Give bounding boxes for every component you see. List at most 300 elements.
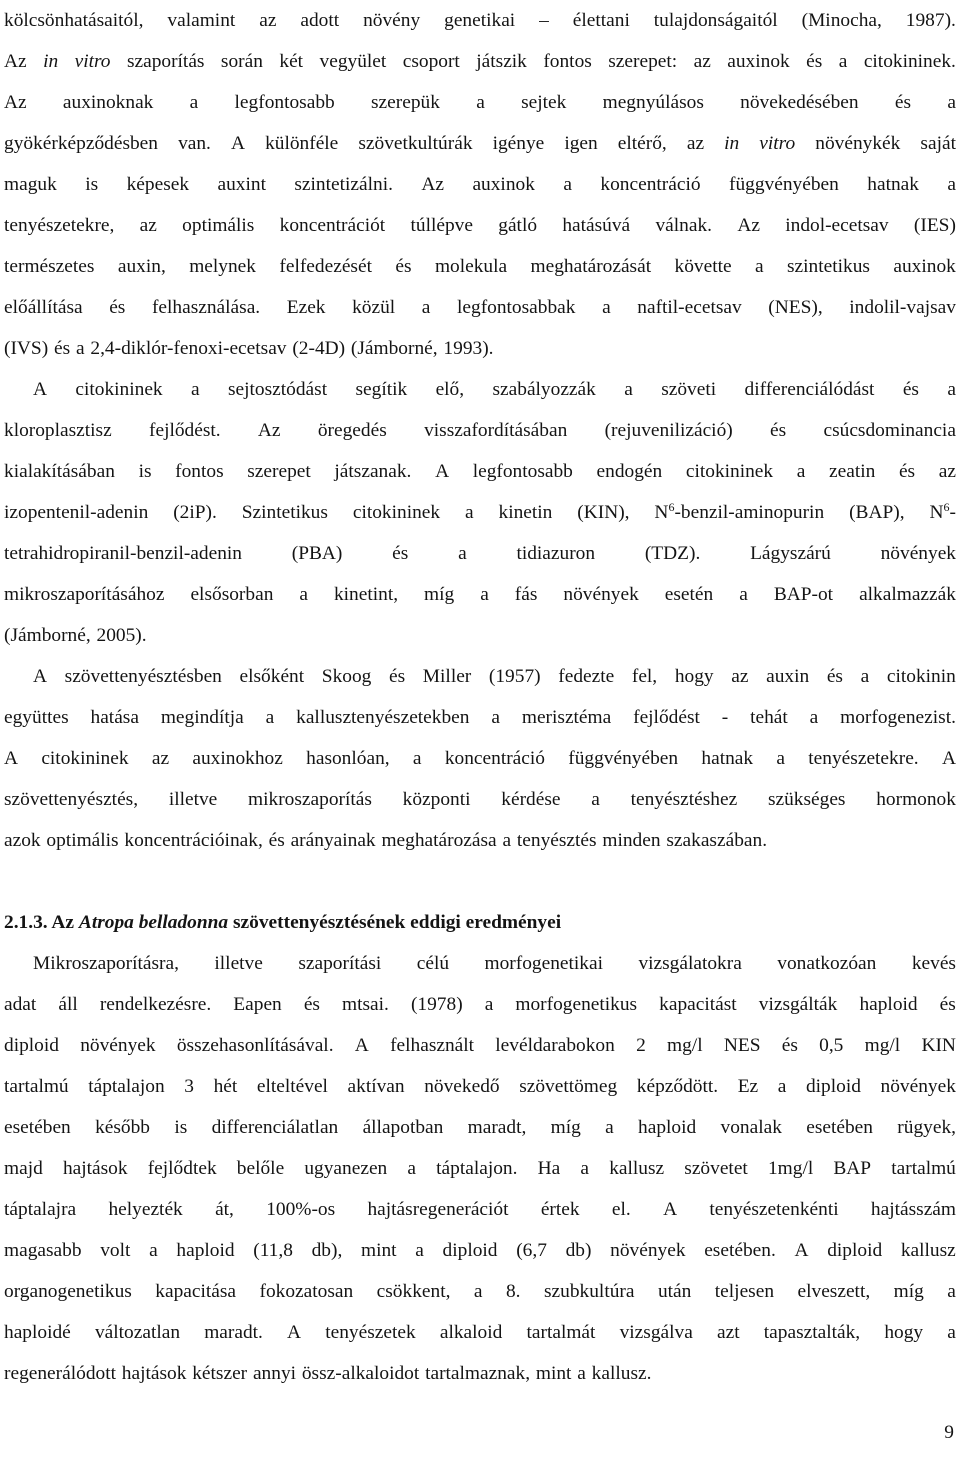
- text-line: [4, 246, 956, 287]
- word: A: [354, 1035, 369, 1056]
- word: fontos: [543, 51, 592, 72]
- word: Miller: [422, 666, 472, 687]
- word: áll: [58, 994, 78, 1015]
- word: optimális: [46, 830, 119, 851]
- word: a: [299, 584, 308, 605]
- word: (NES),: [768, 297, 823, 318]
- text-line: [4, 41, 956, 82]
- word: van.: [178, 133, 211, 154]
- word: Szintetikus: [241, 502, 328, 523]
- word: felfedezését: [279, 256, 372, 277]
- word: belőle: [236, 1158, 285, 1179]
- word: Az: [4, 92, 27, 113]
- word: arányainak: [290, 830, 376, 851]
- word: esetén: [664, 584, 714, 605]
- word: élettani: [572, 10, 630, 31]
- word: szubkultúra: [544, 1281, 635, 1302]
- word: szövettenyésztés,: [4, 789, 139, 810]
- word: felhasználása.: [151, 297, 261, 318]
- word: is: [85, 174, 99, 195]
- word: is: [138, 461, 152, 482]
- word: haploidé: [4, 1322, 71, 1343]
- word: a: [602, 297, 611, 318]
- word: táptalajra: [4, 1199, 77, 1220]
- word: a: [265, 707, 275, 728]
- word: diploid: [4, 1035, 59, 1056]
- word: haploid: [176, 1240, 235, 1261]
- word: és: [894, 92, 912, 113]
- text-line: [4, 943, 956, 984]
- word: hajtásszám: [870, 1199, 956, 1220]
- word: (Minocha,: [801, 10, 882, 31]
- word: a: [502, 830, 512, 851]
- word: KIN: [921, 1035, 956, 1056]
- text-line: [4, 1107, 956, 1148]
- word: játszanak.: [334, 461, 412, 482]
- word: (rejuvenilizáció): [604, 420, 733, 441]
- word: (1957): [488, 666, 541, 687]
- word: morfogenetikus: [515, 994, 638, 1015]
- word: a: [580, 1158, 590, 1179]
- word: felhasznált: [390, 1035, 475, 1056]
- word: (IES): [913, 215, 956, 236]
- word: indolil-vajsav: [849, 297, 956, 318]
- word: azok: [4, 830, 41, 851]
- word: Az: [421, 174, 444, 195]
- word: az: [259, 10, 277, 31]
- word: szintetikus: [787, 256, 870, 277]
- word: és: [53, 338, 71, 359]
- word: rendelkezésre.: [99, 994, 212, 1015]
- word: db),: [311, 1240, 343, 1261]
- word: megindítja: [160, 707, 244, 728]
- word: regenerálódott: [4, 1363, 116, 1384]
- word: hormonok: [876, 789, 956, 810]
- word: (BAP),: [849, 502, 905, 523]
- word: Eapen: [233, 994, 282, 1015]
- word: melynek: [189, 256, 256, 277]
- word: segítik: [355, 379, 408, 400]
- word: 2: [636, 1035, 646, 1056]
- word: elveszett,: [797, 1281, 871, 1302]
- word: míg: [424, 584, 455, 605]
- word: kérdése: [501, 789, 561, 810]
- word: morfogenetikai: [484, 953, 603, 974]
- word: Mikroszaporításra,: [33, 953, 179, 974]
- word: vizsgálták: [758, 994, 838, 1015]
- word: 3: [184, 1076, 194, 1097]
- word: Ha: [537, 1158, 561, 1179]
- word: vegyület: [319, 51, 387, 72]
- word: kétszer: [192, 1363, 248, 1384]
- word: és: [806, 51, 823, 72]
- word: diploid: [827, 1240, 883, 1261]
- word: a: [415, 1240, 424, 1261]
- word: gyökérképződésben: [4, 133, 158, 154]
- word: vitro: [74, 51, 111, 72]
- word: A: [33, 379, 48, 400]
- word: Skoog: [321, 666, 372, 687]
- word: két: [279, 51, 304, 72]
- text-line: [4, 164, 956, 205]
- word: hasonlóan,: [306, 748, 390, 769]
- word: citokininek: [75, 379, 163, 400]
- text-line: [4, 615, 956, 656]
- word: illetve: [168, 789, 218, 810]
- word: eltérő,: [617, 133, 667, 154]
- section-title-species: Atropa belladonna: [78, 912, 229, 933]
- word: Az: [737, 215, 760, 236]
- word: vizsgálatokra: [638, 953, 742, 974]
- word: az: [731, 666, 749, 687]
- text-line: [4, 820, 956, 861]
- word: növekedésében: [740, 92, 859, 113]
- word: a: [149, 1240, 158, 1261]
- text-line: [4, 1025, 956, 1066]
- word: morfogenezist.: [840, 707, 956, 728]
- word: növény: [363, 10, 421, 31]
- word: (11,8: [253, 1240, 293, 1261]
- word: meghatározását: [530, 256, 652, 277]
- word: szövettömeg: [519, 1076, 618, 1097]
- text-line: [4, 779, 956, 820]
- text-line: [4, 205, 956, 246]
- word: kallusz.: [591, 1363, 652, 1384]
- word: tehát: [750, 707, 788, 728]
- word: tenyésztés: [516, 830, 597, 851]
- word: kevés: [911, 953, 956, 974]
- word: A: [230, 133, 245, 154]
- word: el.: [611, 1199, 631, 1220]
- word: hajtások: [62, 1158, 128, 1179]
- word: és: [395, 256, 412, 277]
- word: a: [421, 297, 431, 318]
- word: a: [838, 51, 848, 72]
- word: citokininek: [352, 502, 441, 523]
- text-line: [4, 123, 956, 164]
- word: organogenetikus: [4, 1281, 132, 1302]
- text-line: [4, 1353, 956, 1394]
- word: szükséges: [767, 789, 846, 810]
- word: auxin: [766, 666, 810, 687]
- word: előállítása: [4, 297, 83, 318]
- word: a: [947, 174, 956, 195]
- word: fás: [514, 584, 538, 605]
- word: növények: [880, 1076, 956, 1097]
- word: tenyészetek: [325, 1322, 416, 1343]
- word: koncentrációt: [279, 215, 386, 236]
- word: a: [755, 256, 764, 277]
- word: esetében: [4, 1117, 71, 1138]
- word: szerepet:: [608, 51, 678, 72]
- text-line: [4, 0, 956, 41]
- word: szintetizálni.: [294, 174, 393, 195]
- word: mikroszaporításához: [4, 584, 165, 605]
- word: táptalajon.: [436, 1158, 518, 1179]
- word: (PBA): [291, 543, 343, 564]
- word: fejlődést.: [149, 420, 221, 441]
- word: indol-ecetsav: [785, 215, 889, 236]
- word: fontos: [175, 461, 224, 482]
- text-line: [4, 287, 956, 328]
- word: a: [458, 543, 467, 564]
- word: válnak.: [655, 215, 713, 236]
- word: során: [220, 51, 263, 72]
- word: célú: [416, 953, 450, 974]
- word: fokozatosan: [259, 1281, 354, 1302]
- word: kapacitása: [155, 1281, 237, 1302]
- word: a: [563, 174, 572, 195]
- text-line: [4, 451, 956, 492]
- word: növények: [610, 1240, 686, 1261]
- word: hatásúvá: [562, 215, 631, 236]
- word: hét: [213, 1076, 238, 1097]
- word: függvényében: [568, 748, 679, 769]
- word: a: [809, 707, 819, 728]
- word: minden: [602, 830, 661, 851]
- word: molekula: [434, 256, 508, 277]
- word: auxin,: [117, 256, 166, 277]
- word: maguk: [4, 174, 57, 195]
- word: auxinok: [472, 174, 535, 195]
- word: (6,7: [516, 1240, 547, 1261]
- text-line: [4, 1312, 956, 1353]
- word: illetve: [214, 953, 263, 974]
- word: A: [33, 666, 48, 687]
- word: szabályozzák: [492, 379, 596, 400]
- word: is: [174, 1117, 188, 1138]
- word: tartalmaznak,: [425, 1363, 531, 1384]
- word: teljesen: [714, 1281, 775, 1302]
- word: a: [465, 502, 474, 523]
- word: össz-alkaloidot: [301, 1363, 420, 1384]
- word: központi: [402, 789, 471, 810]
- word: koncentráció: [600, 174, 701, 195]
- word: auxint: [217, 174, 266, 195]
- word: citokininek.: [863, 51, 956, 72]
- word: zeatin: [829, 461, 876, 482]
- word: növénykék: [815, 133, 901, 154]
- word: a: [860, 666, 870, 687]
- word: és: [392, 543, 409, 564]
- word: elsőként: [239, 666, 305, 687]
- word: naftil-ecetsav: [637, 297, 742, 318]
- word: hogy: [674, 666, 714, 687]
- word: (1978): [410, 994, 463, 1015]
- word: A: [287, 1322, 302, 1343]
- word: kinetint,: [333, 584, 399, 605]
- word: a: [191, 379, 200, 400]
- word: megnyúlásos: [602, 92, 704, 113]
- word: db): [565, 1240, 592, 1261]
- word: a: [777, 1076, 787, 1097]
- word: fel,: [631, 666, 658, 687]
- word: hatnak: [867, 174, 919, 195]
- word: adott: [300, 10, 340, 31]
- word: auxinokhoz: [192, 748, 283, 769]
- text-line: [4, 697, 956, 738]
- word: $N^6-benzil$-aminopurin: [654, 499, 825, 523]
- word: és: [826, 666, 843, 687]
- word: kloroplasztisz: [4, 420, 112, 441]
- word: 2005).: [96, 625, 147, 646]
- word: hogy: [884, 1322, 924, 1343]
- word: 1993).: [443, 338, 494, 359]
- word: sejtosztódást: [228, 379, 328, 400]
- word: A: [663, 1199, 678, 1220]
- word: kialakításában: [4, 461, 115, 482]
- word: után: [657, 1281, 692, 1302]
- word: genetikai: [444, 10, 516, 31]
- word: szöveti: [661, 379, 717, 400]
- word: tenyészetenkénti: [709, 1199, 839, 1220]
- word: szövetkultúrák: [358, 133, 473, 154]
- word: a: [480, 584, 489, 605]
- word: kapacitást: [659, 994, 737, 1015]
- word: (2iP).: [173, 502, 217, 523]
- word: izopentenil-adenin: [4, 502, 149, 523]
- word: csúcsdominancia: [823, 420, 956, 441]
- word: Ezek: [286, 297, 326, 318]
- word: és: [898, 461, 916, 482]
- word: együttes: [4, 707, 69, 728]
- word: levéldarabokon: [495, 1035, 615, 1056]
- word: legfontosabb: [234, 92, 335, 113]
- word: kölcsönhatásaitól,: [4, 10, 144, 31]
- word: szakaszában.: [666, 830, 768, 851]
- text-line: [4, 738, 956, 779]
- word: koncentráció: [444, 748, 545, 769]
- word: elő,: [435, 379, 465, 400]
- text-line: [4, 492, 956, 533]
- word: haploid: [638, 1117, 697, 1138]
- word: esetében.: [704, 1240, 776, 1261]
- word: összehasonlításával.: [176, 1035, 334, 1056]
- word: esetében: [806, 1117, 873, 1138]
- word: differenciálatlan: [211, 1117, 339, 1138]
- section-title-suffix: szövettenyésztésének eddigi eredményei: [233, 912, 562, 933]
- word: növekedő: [424, 1076, 500, 1097]
- word: függvényében: [728, 174, 839, 195]
- word: a: [476, 92, 485, 113]
- word: tulajdonságaitól: [653, 10, 778, 31]
- text-line: [4, 410, 956, 451]
- word: azt: [717, 1322, 740, 1343]
- word: és: [303, 994, 320, 1015]
- word: Lágyszárú: [750, 543, 831, 564]
- word: játszik: [476, 51, 527, 72]
- word: $N^6-$: [929, 499, 956, 523]
- word: kallusz: [900, 1240, 956, 1261]
- word: A: [794, 1240, 809, 1261]
- word: diploid: [442, 1240, 498, 1261]
- word: –: [539, 10, 549, 31]
- word: tenyészetekre.: [808, 748, 919, 769]
- word: 8.: [505, 1281, 521, 1302]
- word: és: [770, 420, 787, 441]
- word: csökkent,: [376, 1281, 451, 1302]
- word: citokininek: [41, 748, 129, 769]
- word: vizsgálva: [619, 1322, 693, 1343]
- word: hajtások: [121, 1363, 187, 1384]
- word: differenciálódást: [744, 379, 875, 400]
- word: míg: [893, 1281, 924, 1302]
- word: szövettenyésztésben: [64, 666, 222, 687]
- word: szaporítás: [126, 51, 205, 72]
- word: a: [605, 1117, 614, 1138]
- section-number: 2.1.3.: [4, 912, 48, 933]
- word: rügyek,: [897, 1117, 956, 1138]
- word: 1mg/l: [767, 1158, 814, 1179]
- word: a: [796, 461, 806, 482]
- word: és: [781, 1035, 798, 1056]
- word: in: [43, 51, 59, 72]
- text-line: [4, 984, 956, 1025]
- word: fedezte: [558, 666, 615, 687]
- text-line: [4, 369, 956, 410]
- word: (2-4D): [292, 338, 346, 359]
- word: valamint: [167, 10, 236, 31]
- word: Az: [257, 420, 281, 441]
- word: a: [947, 92, 956, 113]
- word: és: [109, 297, 126, 318]
- word: sejtek: [521, 92, 567, 113]
- word: annyi: [252, 1363, 297, 1384]
- word: igen: [564, 133, 598, 154]
- word: az: [139, 215, 157, 236]
- word: és: [939, 994, 956, 1015]
- word: gátló: [498, 215, 538, 236]
- word: auxinok: [893, 256, 956, 277]
- text-line: [4, 1189, 956, 1230]
- page-number: 9: [944, 1422, 954, 1443]
- word: a: [412, 748, 422, 769]
- word: mikroszaporítás: [248, 789, 372, 810]
- paragraph-gap: [4, 861, 956, 902]
- text-line: [4, 656, 956, 697]
- word: diploid: [805, 1076, 861, 1097]
- word: tartalmú: [4, 1076, 69, 1097]
- word: haploid: [859, 994, 918, 1015]
- word: ugyanezen: [304, 1158, 388, 1179]
- word: aktívan: [347, 1076, 405, 1097]
- word: képződött.: [636, 1076, 719, 1097]
- word: és: [902, 379, 919, 400]
- word: saját: [920, 133, 956, 154]
- word: legfontosabb: [472, 461, 573, 482]
- word: a: [947, 1281, 956, 1302]
- word: elsősorban: [190, 584, 274, 605]
- word: a: [591, 789, 600, 810]
- word: hajtásregenerációt: [367, 1199, 509, 1220]
- word: a: [947, 379, 956, 400]
- word: 100%-os: [266, 1199, 336, 1220]
- word: optimális: [182, 215, 255, 236]
- word: a: [189, 92, 199, 113]
- section-heading: [4, 902, 956, 943]
- word: alkaloid: [439, 1322, 503, 1343]
- word: követte: [674, 256, 732, 277]
- word: fejlődtek: [147, 1158, 217, 1179]
- word: (Jámborné,: [350, 338, 438, 359]
- word: tetrahidropiranil-benzil-adenin: [4, 543, 242, 564]
- word: mint: [361, 1240, 397, 1261]
- word: auxinoknak: [62, 92, 154, 113]
- word: túllépve: [410, 215, 473, 236]
- word: alkalmazzák: [859, 584, 956, 605]
- word: és: [389, 666, 406, 687]
- word: tenyészetekre,: [4, 215, 115, 236]
